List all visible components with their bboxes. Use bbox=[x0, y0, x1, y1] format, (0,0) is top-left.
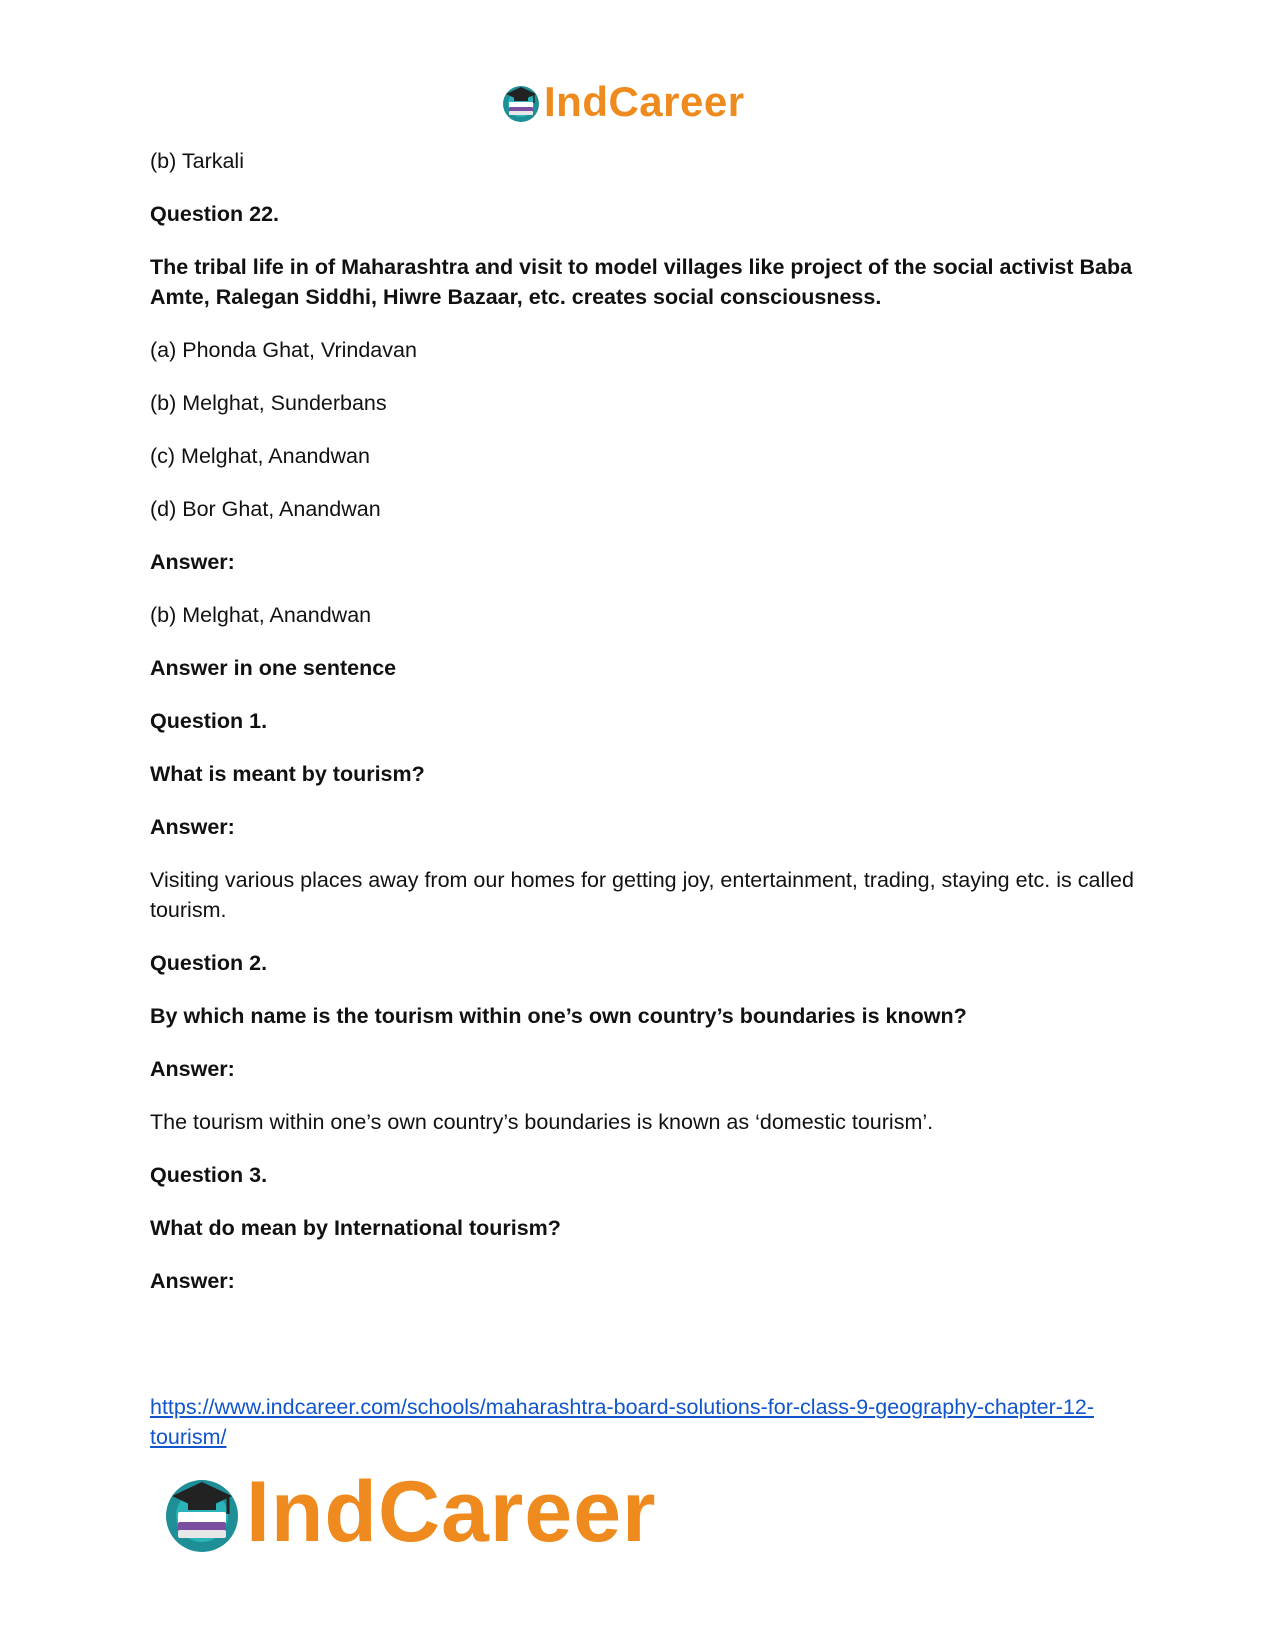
heading-paragraph: Answer: bbox=[150, 550, 235, 574]
text-paragraph: (b) Melghat, Sunderbans bbox=[150, 391, 387, 415]
graduation-globe-icon bbox=[160, 1472, 244, 1556]
footer-logo-text: IndCareer bbox=[246, 1464, 657, 1560]
heading-paragraph: Question 1. bbox=[150, 709, 268, 733]
heading-paragraph: Answer: bbox=[150, 815, 235, 839]
heading-paragraph: By which name is the tourism within one’s own country’s boundaries is known? bbox=[150, 1004, 967, 1028]
footer-logo bbox=[160, 1464, 720, 1568]
document-body bbox=[150, 146, 1135, 1319]
text-paragraph: Visiting various places away from our homes for getting joy, entertainment, trading, staying etc. is called tourism. bbox=[150, 868, 1134, 922]
text-paragraph: (a) Phonda Ghat, Vrindavan bbox=[150, 338, 417, 362]
heading-paragraph: What is meant by tourism? bbox=[150, 762, 425, 786]
heading-paragraph: Answer: bbox=[150, 1269, 235, 1293]
heading-paragraph: Question 2. bbox=[150, 951, 268, 975]
text-paragraph: (b) Tarkali bbox=[150, 149, 244, 173]
text-paragraph: (b) Melghat, Anandwan bbox=[150, 603, 372, 627]
heading-paragraph: Answer in one sentence bbox=[150, 656, 397, 680]
heading-paragraph: Answer: bbox=[150, 1057, 235, 1081]
heading-paragraph: The tribal life in of Maharashtra and visit to model villages like project of the social activist Baba Amte, Ralegan Siddhi, Hiwre Bazaar, etc. creates social consciousness. bbox=[150, 255, 1133, 309]
graduation-globe-icon bbox=[500, 82, 542, 124]
heading-paragraph: What do mean by International tourism? bbox=[150, 1216, 561, 1240]
header-logo bbox=[500, 78, 780, 128]
heading-paragraph: Question 3. bbox=[150, 1163, 268, 1187]
source-url-link[interactable]: https://www.indcareer.com/schools/maharashtra-board-solutions-for-class-9-geography-chapter-12-tourism/ bbox=[150, 1395, 1095, 1449]
text-paragraph: (c) Melghat, Anandwan bbox=[150, 444, 370, 468]
header-logo-text: IndCareer bbox=[544, 78, 745, 125]
text-paragraph: The tourism within one’s own country’s boundaries is known as ‘domestic tourism’. bbox=[150, 1110, 934, 1134]
heading-paragraph: Question 22. bbox=[150, 202, 280, 226]
text-paragraph: (d) Bor Ghat, Anandwan bbox=[150, 497, 381, 521]
